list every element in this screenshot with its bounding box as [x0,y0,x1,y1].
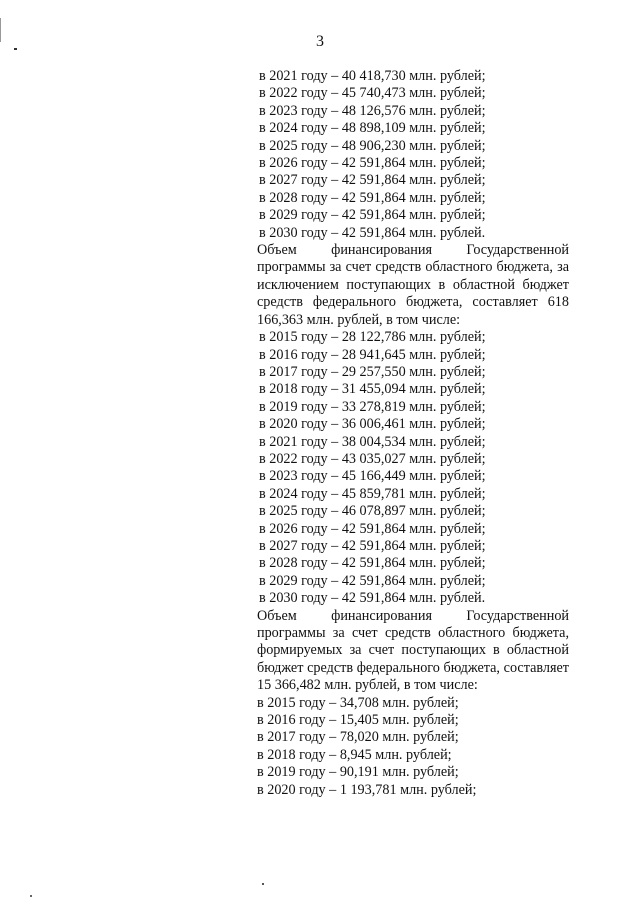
year-funding-line: в 2018 году – 8,945 млн. рублей; [257,746,452,763]
year-funding-line: в 2025 году – 46 078,897 млн. рублей; [259,503,486,520]
year-funding-line: в 2021 году – 38 004,534 млн. рублей; [259,433,486,450]
year-funding-line: в 2024 году – 48 898,109 млн. рублей; [259,120,486,137]
year-funding-line: в 2028 году – 42 591,864 млн. рублей; [259,189,486,206]
year-funding-line: в 2019 году – 90,191 млн. рублей; [257,764,459,781]
funding-by-year-list-1 [259,68,566,242]
year-funding-line: в 2015 году – 34,708 млн. рублей; [257,694,459,711]
funding-by-year-list-2 [259,329,566,608]
scan-speck [262,883,264,885]
year-funding-line: в 2030 году – 42 591,864 млн. рублей. [259,224,486,241]
document-body [257,68,569,799]
scan-speck [30,895,32,897]
year-funding-line: в 2027 году – 42 591,864 млн. рублей; [259,172,486,189]
funding-paragraph-regional-budget: Объем финансирования Государственной программы за счет средств областного бюджета, за исключением поступающих в областной бюджет средств федерального бюджета, составляет 618 166,363 млн. рублей, в том числе: [257,242,569,328]
year-funding-line: в 2015 году – 28 122,786 млн. рублей; [259,329,486,346]
year-funding-line: в 2029 году – 42 591,864 млн. рублей; [259,572,486,589]
year-funding-line: в 2024 году – 45 859,781 млн. рублей; [259,485,486,502]
year-funding-line: в 2017 году – 78,020 млн. рублей; [257,729,459,746]
year-funding-line: в 2030 году – 42 591,864 млн. рублей. [259,590,486,607]
year-funding-line: в 2022 году – 45 740,473 млн. рублей; [259,85,486,102]
year-funding-line: в 2020 году – 1 193,781 млн. рублей; [257,781,477,798]
funding-by-year-list-3 [257,695,566,799]
year-funding-line: в 2023 году – 48 126,576 млн. рублей; [259,102,486,119]
year-funding-line: в 2016 году – 28 941,645 млн. рублей; [259,346,486,363]
year-funding-line: в 2028 году – 42 591,864 млн. рублей; [259,555,486,572]
year-funding-line: в 2026 году – 42 591,864 млн. рублей; [259,520,486,537]
year-funding-line: в 2027 году – 42 591,864 млн. рублей; [259,537,486,554]
year-funding-line: в 2020 году – 36 006,461 млн. рублей; [259,416,486,433]
year-funding-line: в 2017 году – 29 257,550 млн. рублей; [259,363,486,380]
funding-paragraph-federal-transfers: Объем финансирования Государственной программы за счет средств областного бюджета, формируемых за счет поступающих в областной бюджет средств федерального бюджета, составляет 15 366,482 млн. рублей, в том числе: [257,607,569,694]
year-funding-line: в 2029 году – 42 591,864 млн. рублей; [259,207,486,224]
year-funding-line: в 2026 году – 42 591,864 млн. рублей; [259,155,486,172]
year-funding-line: в 2022 году – 43 035,027 млн. рублей; [259,450,486,467]
year-funding-line: в 2019 году – 33 278,819 млн. рублей; [259,398,486,415]
year-funding-line: в 2016 году – 15,405 млн. рублей; [257,712,459,729]
page-number: 3 [316,33,324,50]
year-funding-line: в 2018 году – 31 455,094 млн. рублей; [259,381,486,398]
year-funding-line: в 2021 году – 40 418,730 млн. рублей; [259,68,486,84]
year-funding-line: в 2025 году – 48 906,230 млн. рублей; [259,137,486,154]
year-funding-line: в 2023 году – 45 166,449 млн. рублей; [259,468,486,485]
